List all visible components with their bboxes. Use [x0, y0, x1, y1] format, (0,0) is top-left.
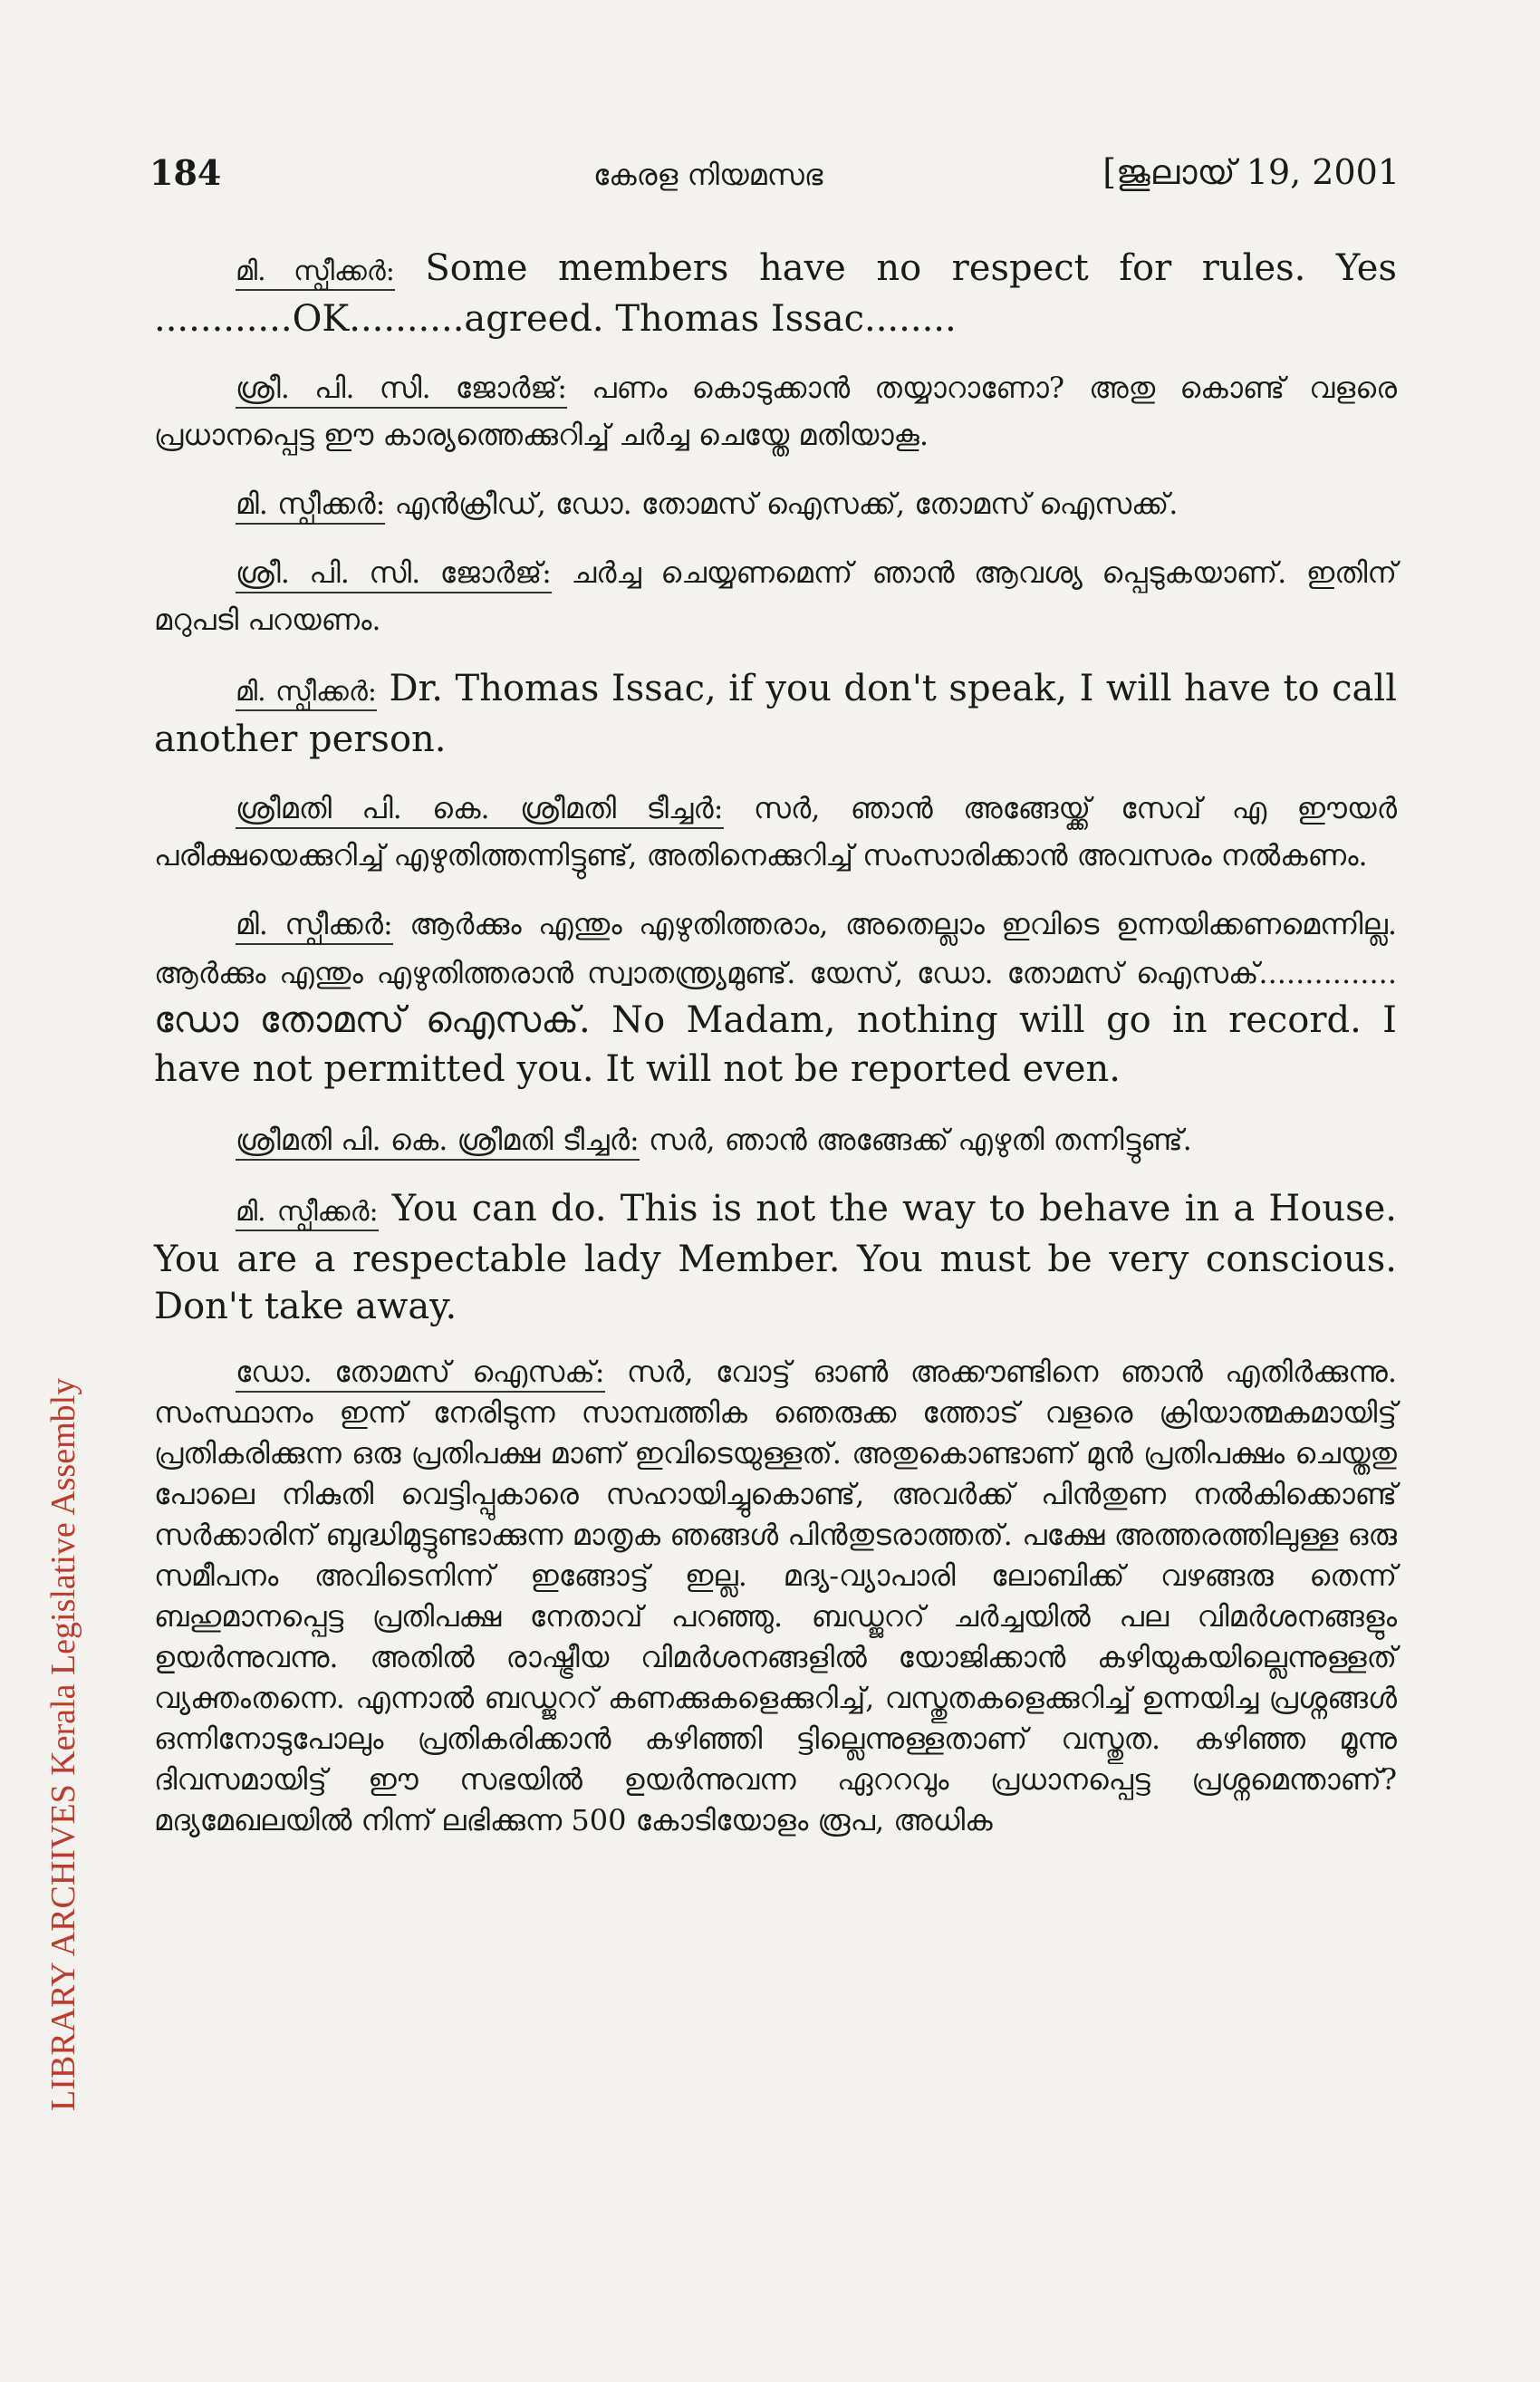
speech-text: പണം കൊടുക്കാൻ തയ്യാറാണോ? അതു കൊണ്ട് വളരെ പ്രധാനപ്പെട്ട ഈ കാര്യത്തെക്കുറിച്ച് ചർച്ച ചെയ്തേ മതിയാകൂ. — [154, 371, 1397, 452]
proceedings-text — [154, 245, 1397, 1863]
paragraph — [154, 1185, 1397, 1330]
speech-text: ആർക്കും എന്തും എഴുതിത്തരാം, അതെല്ലാം ഇവിടെ ഉന്നയിക്കണമെന്നില്ല. ആർക്കും എന്തും എഴുതിത്തരാൻ സ്വാതന്ത്ര്യമുണ്ട്. യേസ്, ഡോ. തോമസ് ഐസക്............... — [154, 907, 1397, 990]
speaker-name: ശ്രീമതി പി. കെ. ശ്രീമതി ടീച്ചർ: — [236, 791, 724, 829]
page-number: 184 — [149, 152, 222, 193]
archive-margin-label: LIBRARY ARCHIVES Kerala Legislative Assembly — [44, 1377, 82, 2111]
speech-text: You can do. This is not the way to behave in a House. You are a respectable lady Member. You must be very conscious. Don't take away. — [154, 1188, 1397, 1327]
speaker-name: മി. സ്പീക്കർ: — [236, 487, 385, 525]
paragraph — [154, 549, 1397, 643]
speech-text: ചർച്ച ചെയ്യണമെന്ന് ഞാൻ ആവശ്യ പ്പെടുകയാണ്. ഇതിന് മറുപടി പറയണം. — [154, 555, 1397, 637]
speech-text: എന്‍ക്രീഡ്, ഡോ. തോമസ് ഐസക്ക്, തോമസ് ഐസക്ക്. — [385, 487, 1179, 521]
speaker-name: മി. സ്പീക്കർ: — [236, 256, 395, 291]
speech-text: Some members have no respect for rules. Yes ............OK..........agreed. Thomas Issac........ — [154, 247, 1397, 340]
speaker-name: മി. സ്പീക്കർ: — [236, 676, 377, 711]
paragraph — [154, 901, 1397, 1095]
running-title: കേരള നിയമസഭ — [593, 158, 823, 192]
speaker-name: ശ്രീ. പി. സി. ജോർജ്: — [236, 555, 552, 593]
speech-text: Dr. Thomas Issac, if you don't speak, I will have to call another person. — [154, 668, 1397, 760]
paragraph — [154, 1116, 1397, 1163]
speech-text: സർ, ഞാൻ അങ്ങേക്ക് എഴുതി തന്നിട്ടുണ്ട്. — [639, 1123, 1192, 1157]
paragraph — [154, 785, 1397, 879]
speech-text: സർ, ഞാൻ അങ്ങേയ്ക്ക് സേവ് എ ഈയർ പരീക്ഷയെക്കുറിച്ച് എഴുതിത്തന്നിട്ടുണ്ട്, അതിനെക്കുറിച്ച് സംസാരിക്കാൻ അവസരം നൽകണം. — [154, 791, 1397, 873]
paragraph — [154, 480, 1397, 527]
paragraph — [154, 364, 1397, 458]
speech-text: സർ, വോട്ട് ഓൺ അക്കൗണ്ടിനെ ഞാൻ എതിർക്കുന്നു. സംസ്ഥാനം ഇന്ന് നേരിടുന്ന സാമ്പത്തിക ഞെരുക്ക ത്തോട് വളരെ ക്രിയാത്മകമായിട്ട് പ്രതികരിക്കുന്ന ഒരു പ്രതിപക്ഷ മാണ് ഇവിടെയുള്ളത്. അതുകൊണ്ടാണ് മുൻ പ്രതിപക്ഷം ചെയ്തതു പോലെ നികുതി വെട്ടിപ്പുകാരെ സഹായിച്ചുകൊണ്ട്, അവർക്ക് പിൻതുണ നൽകിക്കൊണ്ട് സർക്കാരിന് ബുദ്ധിമുട്ടുണ്ടാക്കുന്ന മാതൃക ഞങ്ങൾ പിൻതുടരാത്തത്. പക്ഷേ അത്തരത്തിലുള്ള ഒരു സമീപനം അവിടെനിന്ന് ഇങ്ങോട്ട് ഇല്ല. മദ്യ-വ്യാപാരി ലോബിക്ക് വഴങ്ങരു തെന്ന് ബഹുമാനപ്പെട്ട പ്രതിപക്ഷ നേതാവ് പറഞ്ഞു. ബഡ്ജററ് ചർച്ചയിൽ പല വിമർശനങ്ങളും ഉയർന്നുവന്നു. അതിൽ രാഷ്ട്രീയ വിമർശനങ്ങളിൽ യോജിക്കാൻ കഴിയുകയില്ലെന്നുള്ളത് വ്യക്തംതന്നെ. എന്നാൽ ബഡ്ജററ് കണക്കുകളെക്കുറിച്ച്, വസ്തുതകളെക്കുറിച്ച് ഉന്നയിച്ച പ്രശ്നങ്ങൾ ഒന്നിനോടുപോലും പ്രതികരിക്കാൻ കഴിഞ്ഞി ട്ടില്ലെന്നുള്ളതാണ് വസ്തുത. കഴിഞ്ഞ മൂന്നു ദിവസമായിട്ട് ഈ സഭയിൽ ഉയർന്നുവന്ന ഏററവും പ്രധാനപ്പെട്ട പ്രശ്നമെന്താണ്? മദ്യമേഖലയിൽ നിന്ന് ലഭിക്കുന്ന 500 കോടിയോളം രൂപ, അധിക — [154, 1355, 1398, 1837]
speech-text-english: ഡോ തോമസ് ഐസക്. No Madam, nothing will go in record. I have not permitted you. It will not be reported even. — [154, 999, 1397, 1090]
header-date: [ജൂലായ് 19, 2001 — [1102, 152, 1400, 192]
speaker-name: മി. സ്പീക്കർ: — [236, 1196, 379, 1231]
speaker-name: ശ്രീ. പി. സി. ജോർജ്: — [236, 371, 567, 409]
speaker-name: ശ്രീമതി പി. കെ. ശ്രീമതി ടീച്ചർ: — [236, 1123, 640, 1161]
page-header — [149, 152, 1400, 207]
paragraph — [154, 245, 1397, 342]
paragraph — [154, 1352, 1397, 1841]
paragraph — [154, 665, 1397, 763]
speaker-name: ഡോ. തോമസ് ഐസക്: — [236, 1355, 605, 1393]
speaker-name: മി. സ്പീക്കർ: — [236, 907, 393, 945]
